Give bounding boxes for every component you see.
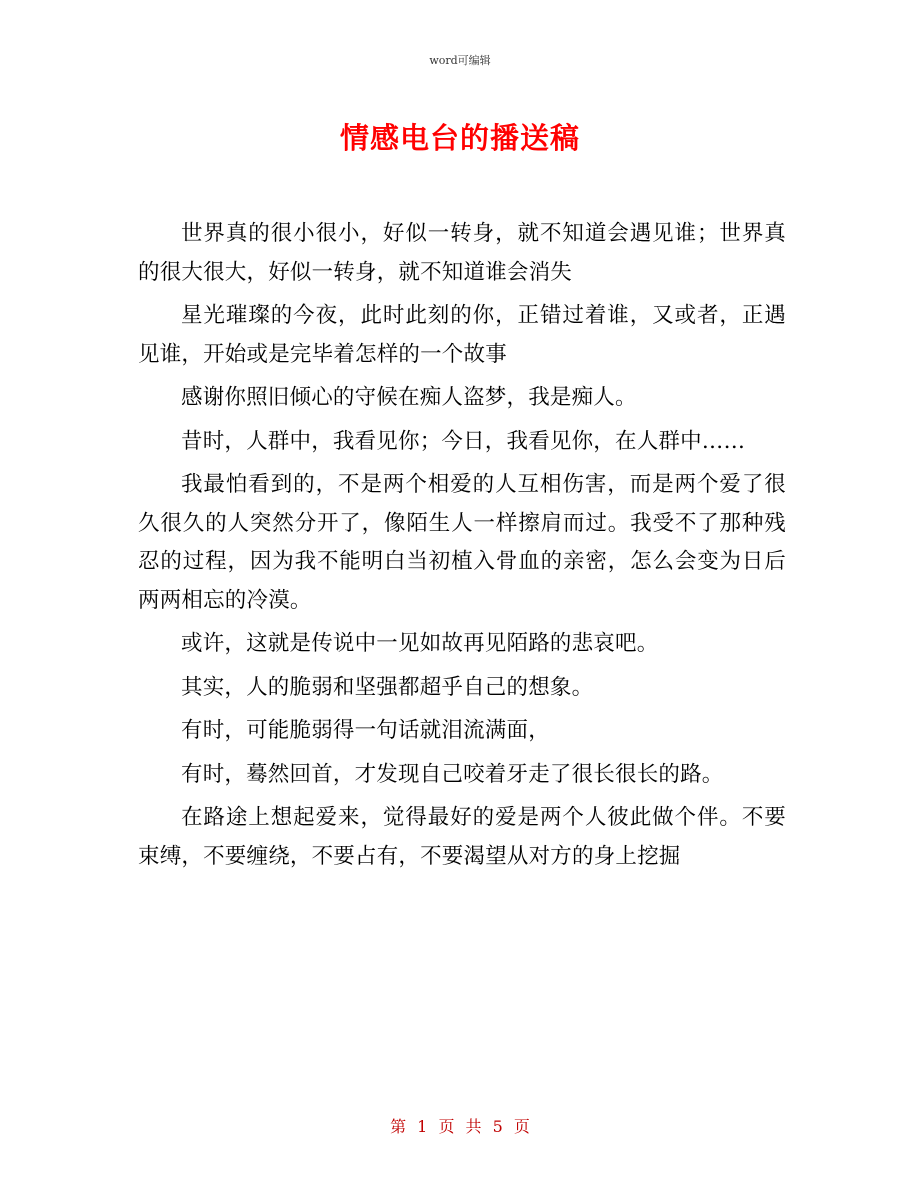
paragraph: 有时，蓦然回首，才发现自己咬着牙走了很长很长的路。 <box>181 761 724 787</box>
paragraph: 其实，人的脆弱和坚强都超乎自己的想象。 <box>181 674 594 700</box>
paragraph: 星光璀璨的今夜，此时此刻的你，正错过着谁，又或者，正遇见谁，开始或是完毕着怎样的一个故事 <box>138 303 786 367</box>
header-note: word可编辑 <box>429 54 491 67</box>
paragraph: 或许，这就是传说中一见如故再见陌路的悲哀吧。 <box>181 631 659 656</box>
paragraph: 我最怕看到的，不是两个相爱的人互相伤害，而是两个爱了很久很久的人突然分开了，像陌生人一样擦肩而过。我受不了那种残忍的过程，因为我不能明白当初植入骨血的亲密，怎么会变为日后两两相忘的冷漠。 <box>138 472 786 613</box>
paragraph: 世界真的很小很小，好似一转身，就不知道会遇见谁；世界真的很大很大，好似一转身，就不知道谁会消失 <box>138 221 786 285</box>
paragraph: 在路途上想起爱来，觉得最好的爱是两个人彼此做个伴。不要束缚，不要缠绕，不要占有，不要渴望从对方的身上挖掘 <box>138 805 786 869</box>
page-number: 第 1 页 共 5 页 <box>390 1117 530 1136</box>
document-title: 情感电台的播送稿 <box>339 121 580 155</box>
paragraph: 昔时，人群中，我看见你；今日，我看见你，在人群中…… <box>181 428 746 454</box>
paragraph: 有时，可能脆弱得一句话就泪流满面， <box>181 718 550 743</box>
document-body <box>138 215 786 881</box>
paragraph: 感谢你照旧倾心的守候在痴人盗梦，我是痴人。 <box>181 385 637 410</box>
